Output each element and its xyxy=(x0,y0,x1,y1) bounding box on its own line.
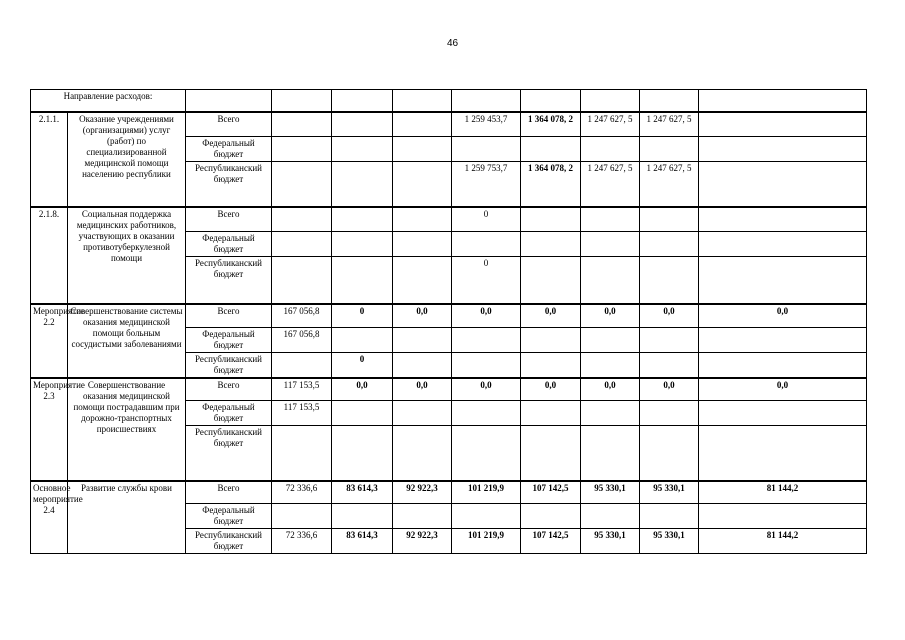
amount-cell xyxy=(640,327,699,352)
amount-cell xyxy=(452,352,521,378)
amount-cell: 167 056,8 xyxy=(272,327,332,352)
funding-source: Всего xyxy=(186,304,272,327)
funding-source: Федеральный бюджет xyxy=(186,231,272,256)
amount-cell xyxy=(272,426,332,481)
table-row xyxy=(31,378,867,401)
amount-cell: 0,0 xyxy=(699,304,867,327)
amount-cell xyxy=(699,327,867,352)
amount-cell xyxy=(272,207,332,231)
amount-cell xyxy=(521,207,581,231)
amount-cell xyxy=(393,504,452,529)
amount-cell xyxy=(581,256,640,304)
funding-source: Республиканский бюджет xyxy=(186,352,272,378)
amount-cell xyxy=(521,327,581,352)
amount-cell xyxy=(393,207,452,231)
amount-cell xyxy=(393,401,452,426)
amount-cell xyxy=(581,207,640,231)
amount-cell: 1 247 627, 5 xyxy=(581,161,640,207)
table-cell xyxy=(581,90,640,113)
amount-cell: 0,0 xyxy=(640,378,699,401)
amount-cell xyxy=(699,207,867,231)
amount-cell xyxy=(393,112,452,136)
amount-cell xyxy=(521,426,581,481)
amount-cell xyxy=(640,207,699,231)
amount-cell: 1 364 078, 2 xyxy=(521,161,581,207)
funding-source: Федеральный бюджет xyxy=(186,401,272,426)
funding-source: Всего xyxy=(186,481,272,504)
amount-cell: 1 247 627, 5 xyxy=(640,112,699,136)
table-row xyxy=(31,207,867,231)
amount-cell: 92 922,3 xyxy=(393,529,452,554)
amount-cell xyxy=(272,112,332,136)
amount-cell: 81 144,2 xyxy=(699,529,867,554)
amount-cell xyxy=(640,256,699,304)
amount-cell xyxy=(699,136,867,161)
amount-cell: 0,0 xyxy=(640,304,699,327)
amount-cell: 95 330,1 xyxy=(640,481,699,504)
measure-name: Совершенствование оказания медицинской помощи пострадавшим при дорожно-транспортных происшествиях xyxy=(68,378,186,481)
amount-cell xyxy=(699,231,867,256)
amount-cell xyxy=(521,231,581,256)
amount-cell: 95 330,1 xyxy=(581,481,640,504)
amount-cell xyxy=(332,426,393,481)
table-cell xyxy=(186,90,272,113)
amount-cell xyxy=(521,401,581,426)
funding-source: Всего xyxy=(186,378,272,401)
measure-code: 2.1.8. xyxy=(31,207,68,304)
funding-source: Федеральный бюджет xyxy=(186,327,272,352)
amount-cell: 72 336,6 xyxy=(272,529,332,554)
amount-cell: 83 614,3 xyxy=(332,481,393,504)
table-row xyxy=(31,481,867,504)
amount-cell xyxy=(272,504,332,529)
amount-cell: 0 xyxy=(332,304,393,327)
funding-source: Республиканский бюджет xyxy=(186,529,272,554)
amount-cell: 0,0 xyxy=(699,378,867,401)
amount-cell xyxy=(699,426,867,481)
table-cell xyxy=(640,90,699,113)
amount-cell xyxy=(272,231,332,256)
amount-cell: 101 219,9 xyxy=(452,529,521,554)
amount-cell: 1 247 627, 5 xyxy=(581,112,640,136)
amount-cell xyxy=(393,161,452,207)
amount-cell xyxy=(272,352,332,378)
amount-cell xyxy=(332,161,393,207)
amount-cell xyxy=(699,401,867,426)
amount-cell: 0,0 xyxy=(393,304,452,327)
amount-cell: 1 247 627, 5 xyxy=(640,161,699,207)
amount-cell: 0,0 xyxy=(521,378,581,401)
amount-cell xyxy=(272,256,332,304)
amount-cell xyxy=(581,504,640,529)
amount-cell xyxy=(332,256,393,304)
amount-cell xyxy=(581,136,640,161)
table-row xyxy=(31,112,867,136)
funding-source: Федеральный бюджет xyxy=(186,504,272,529)
amount-cell xyxy=(640,352,699,378)
amount-cell: 83 614,3 xyxy=(332,529,393,554)
amount-cell xyxy=(452,504,521,529)
amount-cell xyxy=(272,161,332,207)
amount-cell: 0,0 xyxy=(521,304,581,327)
funding-source: Республиканский бюджет xyxy=(186,256,272,304)
amount-cell: 0,0 xyxy=(393,378,452,401)
amount-cell: 0,0 xyxy=(581,304,640,327)
page-number: 46 xyxy=(446,38,459,49)
amount-cell xyxy=(452,327,521,352)
amount-cell xyxy=(521,136,581,161)
amount-cell: 95 330,1 xyxy=(640,529,699,554)
amount-cell: 0 xyxy=(452,207,521,231)
amount-cell: 0,0 xyxy=(332,378,393,401)
amount-cell xyxy=(332,207,393,231)
amount-cell xyxy=(581,231,640,256)
amount-cell xyxy=(332,136,393,161)
funding-source: Всего xyxy=(186,112,272,136)
amount-cell xyxy=(581,352,640,378)
amount-cell xyxy=(393,426,452,481)
amount-cell xyxy=(393,136,452,161)
amount-cell xyxy=(452,426,521,481)
amount-cell xyxy=(332,231,393,256)
amount-cell: 81 144,2 xyxy=(699,481,867,504)
measure-code: Мероприятие 2.3 xyxy=(31,378,68,481)
amount-cell: 0,0 xyxy=(452,304,521,327)
measure-code: 2.1.1. xyxy=(31,112,68,207)
amount-cell: 117 153,5 xyxy=(272,401,332,426)
amount-cell xyxy=(332,401,393,426)
header-label: Направление расходов: xyxy=(31,90,186,113)
amount-cell: 0,0 xyxy=(581,378,640,401)
table-cell xyxy=(393,90,452,113)
table-cell xyxy=(699,90,867,113)
amount-cell: 95 330,1 xyxy=(581,529,640,554)
amount-cell xyxy=(393,231,452,256)
amount-cell xyxy=(521,504,581,529)
amount-cell: 1 259 753,7 xyxy=(452,161,521,207)
header-row xyxy=(31,90,867,113)
funding-source: Республиканский бюджет xyxy=(186,426,272,481)
amount-cell: 1 364 078, 2 xyxy=(521,112,581,136)
table-row xyxy=(31,304,867,327)
table-cell xyxy=(521,90,581,113)
funding-source: Республиканский бюджет xyxy=(186,161,272,207)
amount-cell: 107 142,5 xyxy=(521,529,581,554)
amount-cell xyxy=(332,504,393,529)
amount-cell xyxy=(393,256,452,304)
amount-cell xyxy=(521,352,581,378)
measure-code: Мероприятие 2.2 xyxy=(31,304,68,378)
amount-cell: 0 xyxy=(332,352,393,378)
table-cell xyxy=(332,90,393,113)
amount-cell: 0,0 xyxy=(452,378,521,401)
amount-cell xyxy=(640,231,699,256)
amount-cell xyxy=(452,231,521,256)
measure-code: Основное мероприятие 2.4 xyxy=(31,481,68,554)
budget-table xyxy=(30,89,867,554)
amount-cell xyxy=(272,136,332,161)
amount-cell xyxy=(393,327,452,352)
amount-cell xyxy=(393,352,452,378)
amount-cell xyxy=(581,327,640,352)
amount-cell: 167 056,8 xyxy=(272,304,332,327)
amount-cell xyxy=(452,401,521,426)
amount-cell xyxy=(699,256,867,304)
amount-cell xyxy=(699,161,867,207)
amount-cell: 0 xyxy=(452,256,521,304)
measure-name: Развитие службы крови xyxy=(68,481,186,554)
amount-cell: 92 922,3 xyxy=(393,481,452,504)
amount-cell: 72 336,6 xyxy=(272,481,332,504)
amount-cell xyxy=(581,401,640,426)
amount-cell xyxy=(581,426,640,481)
funding-source: Всего xyxy=(186,207,272,231)
table-cell xyxy=(272,90,332,113)
measure-name: Социальная поддержка медицинских работников, участвующих в оказании противотуберкулезной помощи xyxy=(68,207,186,304)
amount-cell xyxy=(332,112,393,136)
amount-cell xyxy=(699,352,867,378)
amount-cell: 107 142,5 xyxy=(521,481,581,504)
amount-cell xyxy=(452,136,521,161)
amount-cell: 101 219,9 xyxy=(452,481,521,504)
amount-cell: 1 259 453,7 xyxy=(452,112,521,136)
amount-cell xyxy=(699,504,867,529)
amount-cell xyxy=(640,401,699,426)
amount-cell xyxy=(640,426,699,481)
amount-cell xyxy=(699,112,867,136)
amount-cell xyxy=(640,504,699,529)
amount-cell xyxy=(332,327,393,352)
table-cell xyxy=(452,90,521,113)
amount-cell xyxy=(521,256,581,304)
funding-source: Федеральный бюджет xyxy=(186,136,272,161)
measure-name: Оказание учреждениями (организациями) услуг (работ) по специализированной медицинской помощи населению республики xyxy=(68,112,186,207)
amount-cell xyxy=(640,136,699,161)
measure-name: Совершенствование системы оказания медицинской помощи больным сосудистыми заболеваниями xyxy=(68,304,186,378)
amount-cell: 117 153,5 xyxy=(272,378,332,401)
